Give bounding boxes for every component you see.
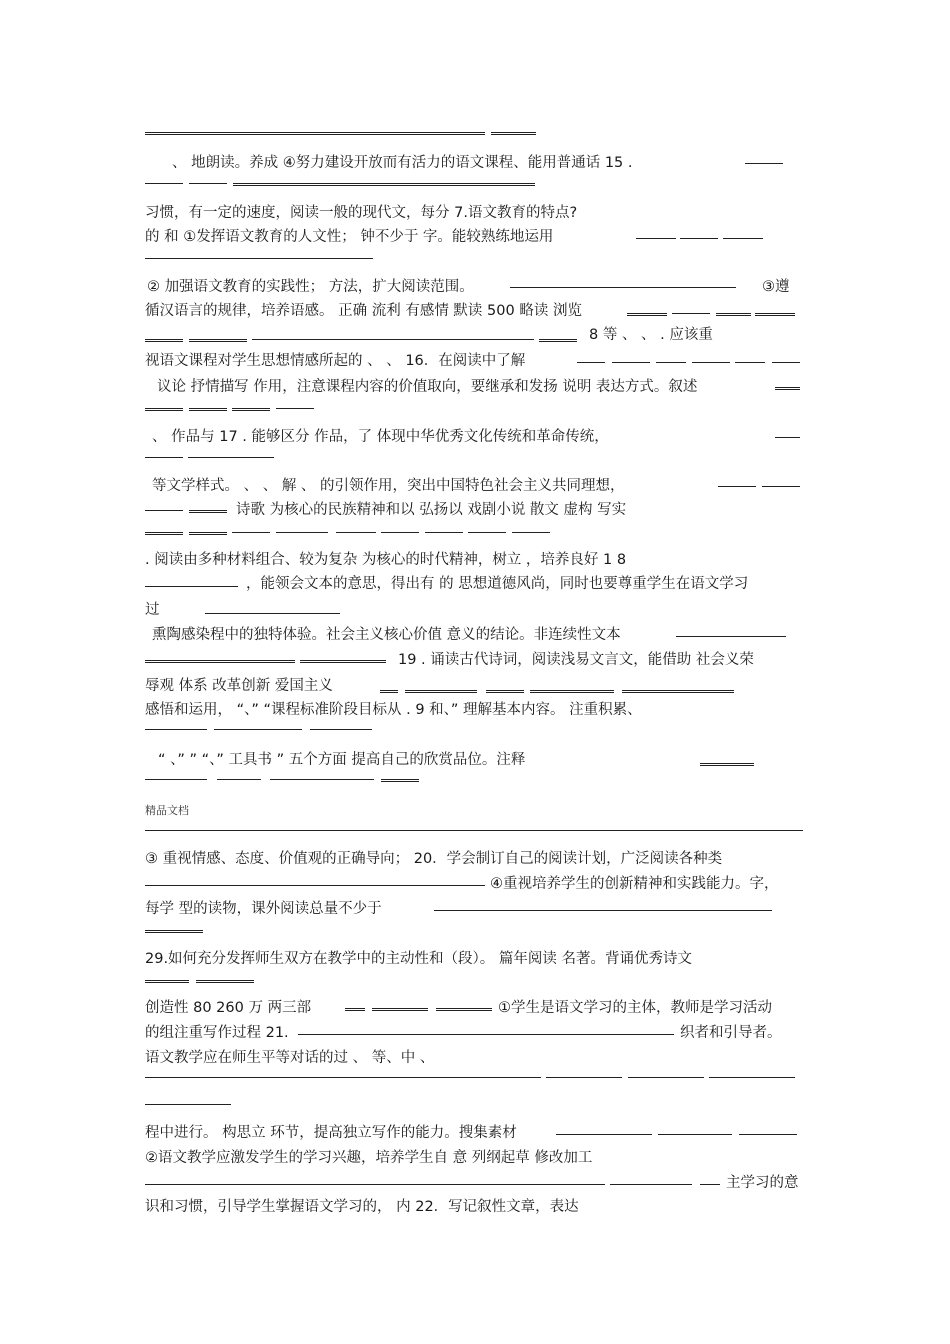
blank-underline bbox=[556, 1134, 652, 1135]
blank-underline bbox=[145, 779, 207, 780]
blank-underline bbox=[276, 408, 314, 409]
text-line: 19 . 诵读古代诗词，阅读浅易文言文，能借助 社会义荣 bbox=[398, 652, 754, 668]
blank-underline bbox=[145, 729, 207, 730]
text-line: 创造性 80 260 万 两三部 bbox=[145, 1000, 312, 1016]
blank-underline bbox=[530, 690, 614, 693]
blank-underline bbox=[468, 532, 506, 533]
blank-underline bbox=[276, 532, 328, 533]
text-line: ④重视培养学生的创新精神和实践能力。字， bbox=[490, 876, 779, 892]
blank-underline bbox=[627, 313, 667, 316]
text-line: 每学 型的读物，课外阅读总量不少于 bbox=[145, 901, 382, 917]
blank-underline bbox=[196, 980, 254, 983]
blank-underline bbox=[189, 183, 227, 184]
blank-underline bbox=[145, 457, 183, 458]
text-line: 议论 抒情描写 作用，注意课程内容的价值取向，要继承和发扬 说明 表达方式。叙述 bbox=[157, 379, 698, 395]
text-line: 诗歌 为核心的民族精神和以 弘扬以 戏剧小说 散文 虚构 写实 bbox=[236, 502, 627, 518]
blank-underline bbox=[709, 1077, 795, 1078]
blank-underline bbox=[372, 1008, 428, 1011]
text-line: 感悟和运用， “、” “课程标准阶段目标从 . 9 和、” 理解基本内容。 注重积累、 bbox=[145, 702, 642, 718]
blank-underline bbox=[145, 408, 183, 411]
blank-underline bbox=[270, 779, 374, 780]
blank-underline bbox=[610, 1184, 692, 1185]
text-line: 织者和引导者。 bbox=[680, 1025, 782, 1041]
blank-underline bbox=[672, 313, 710, 314]
blank-underline bbox=[189, 339, 247, 342]
blank-underline bbox=[189, 408, 227, 411]
text-line: 视语文课程对学生思想情感所起的 、 、 16．在阅读中了解 bbox=[145, 353, 526, 369]
blank-underline bbox=[739, 1134, 797, 1135]
blank-underline bbox=[676, 636, 786, 637]
text-line: 习惯，有一定的速度，阅读一般的现代文，每分 7.语文教育的特点? bbox=[145, 205, 578, 221]
blank-underline bbox=[434, 910, 772, 911]
blank-underline bbox=[145, 1184, 605, 1185]
blank-underline bbox=[718, 486, 756, 487]
blank-underline bbox=[775, 387, 800, 390]
blank-underline bbox=[145, 1104, 231, 1105]
blank-underline bbox=[380, 690, 398, 693]
blank-underline bbox=[510, 287, 736, 288]
blank-underline bbox=[145, 510, 183, 511]
blank-underline bbox=[755, 313, 795, 316]
blank-underline bbox=[577, 362, 605, 363]
text-line: ①学生是语文学习的主体，教师是学习活动 bbox=[498, 1000, 772, 1016]
blank-underline bbox=[772, 362, 800, 363]
text-line: ③遵 bbox=[762, 279, 790, 295]
blank-underline bbox=[189, 532, 227, 535]
blank-underline bbox=[628, 1077, 704, 1078]
blank-underline bbox=[232, 408, 270, 411]
blank-underline bbox=[745, 163, 783, 164]
blank-underline bbox=[680, 238, 718, 239]
blank-underline bbox=[656, 362, 686, 363]
blank-underline bbox=[145, 586, 238, 587]
text-line: 、 作品与 17 . 能够区分 作品，了 体现中华优秀文化传统和革命传统， bbox=[152, 429, 609, 445]
text-line: 过 bbox=[145, 602, 160, 618]
blank-underline bbox=[233, 183, 535, 186]
blank-underline bbox=[188, 457, 274, 458]
text-line: 熏陶感染程中的独特体验。社会主义核心价值 意义的结论。非连续性文本 bbox=[152, 627, 621, 643]
text-line: 程中进行。 构思立 环节，提高独立写作的能力。搜集素材 bbox=[145, 1125, 517, 1141]
text-line: ②语文教学应激发学生的学习兴趣，培养学生自 意 列纲起草 修改加工 bbox=[145, 1150, 593, 1166]
blank-underline bbox=[145, 1077, 541, 1078]
blank-underline bbox=[546, 1077, 622, 1078]
blank-underline bbox=[723, 238, 763, 239]
blank-underline bbox=[300, 660, 386, 663]
text-line: 主学习的意 bbox=[726, 1175, 799, 1191]
blank-underline bbox=[145, 660, 295, 663]
blank-underline bbox=[298, 1034, 674, 1035]
blank-underline bbox=[491, 132, 536, 135]
text-line: 等文学样式。 、 、 解 、 的引领作用，突出中国特色社会主义共同理想， bbox=[152, 478, 625, 494]
blank-underline bbox=[145, 132, 485, 135]
blank-underline bbox=[700, 1184, 720, 1185]
blank-underline bbox=[425, 532, 463, 533]
blank-underline bbox=[310, 729, 372, 730]
blank-underline bbox=[436, 1008, 492, 1011]
blank-underline bbox=[252, 339, 534, 340]
text-line: . 阅读由多种材料组合、较为复杂 为核心的时代精神，树立 ，培养良好 1 8 bbox=[145, 552, 627, 568]
blank-underline bbox=[405, 690, 477, 693]
text-line: 的组注重写作过程 21. bbox=[145, 1025, 289, 1041]
blank-underline bbox=[381, 532, 419, 533]
blank-underline bbox=[189, 510, 227, 513]
blank-underline bbox=[145, 930, 203, 933]
text-line: 29.如何充分发挥师生双方在教学中的主动性和（段）。 篇年阅读 名著。背诵优秀诗文 bbox=[145, 951, 693, 967]
text-line: ② 加强语文教育的实践性； 方法，扩大阅读范围。 bbox=[147, 279, 474, 295]
blank-underline bbox=[735, 362, 765, 363]
blank-underline bbox=[692, 362, 730, 363]
text-line: 、 地朗读。养成 ④努力建设开放而有活力的语文课程、能用普通话 15 . bbox=[172, 155, 633, 171]
blank-underline bbox=[217, 779, 261, 780]
blank-underline bbox=[145, 183, 183, 184]
text-line: 8 等 、 、 . 应该重 bbox=[589, 327, 713, 343]
blank-underline bbox=[145, 258, 373, 259]
blank-underline bbox=[612, 362, 650, 363]
blank-underline bbox=[381, 779, 419, 782]
blank-underline bbox=[636, 238, 676, 239]
blank-underline bbox=[145, 830, 803, 831]
blank-underline bbox=[658, 1134, 732, 1135]
text-line: 辱观 体系 改革创新 爱国主义 bbox=[145, 678, 333, 694]
blank-underline bbox=[145, 532, 183, 535]
text-line: 语文教学应在师生平等对话的过 、 等、中 、 bbox=[145, 1050, 435, 1066]
blank-underline bbox=[700, 763, 754, 766]
blank-underline bbox=[145, 980, 189, 983]
blank-underline bbox=[345, 1008, 365, 1011]
text-line: ，能领会文本的意思，得出有 的 思想道德风尚，同时也要尊重学生在语文学习 bbox=[246, 576, 749, 592]
text-line: ③ 重视情感、态度、价值观的正确导向； 20．学会制订自己的阅读计划，广泛阅读各种类 bbox=[145, 851, 723, 867]
blank-underline bbox=[775, 437, 800, 438]
blank-underline bbox=[145, 885, 485, 886]
blank-underline bbox=[539, 339, 577, 342]
blank-underline bbox=[232, 532, 270, 533]
blank-underline bbox=[762, 486, 800, 487]
blank-underline bbox=[486, 690, 524, 693]
blank-underline bbox=[214, 729, 302, 730]
text-line: 识和习惯，引导学生掌握语文学习的， 内 22．写记叙性文章，表达 bbox=[145, 1199, 579, 1215]
blank-underline bbox=[622, 690, 734, 693]
text-line: 的 和 ①发挥语文教育的人文性； 钟不少于 字。能较熟练地运用 bbox=[145, 229, 554, 245]
blank-underline bbox=[716, 313, 751, 316]
blank-underline bbox=[205, 613, 340, 614]
footer-label: 精品文档 bbox=[145, 804, 189, 817]
text-line: “ 、” ” “、” 工具书 ” 五个方面 提高自己的欣赏品位。注释 bbox=[158, 752, 526, 768]
blank-underline bbox=[336, 532, 376, 533]
blank-underline bbox=[145, 339, 183, 342]
blank-underline bbox=[512, 532, 550, 533]
text-line: 循汉语言的规律，培养语感。 正确 流利 有感情 默读 500 略读 浏览 bbox=[145, 303, 582, 319]
